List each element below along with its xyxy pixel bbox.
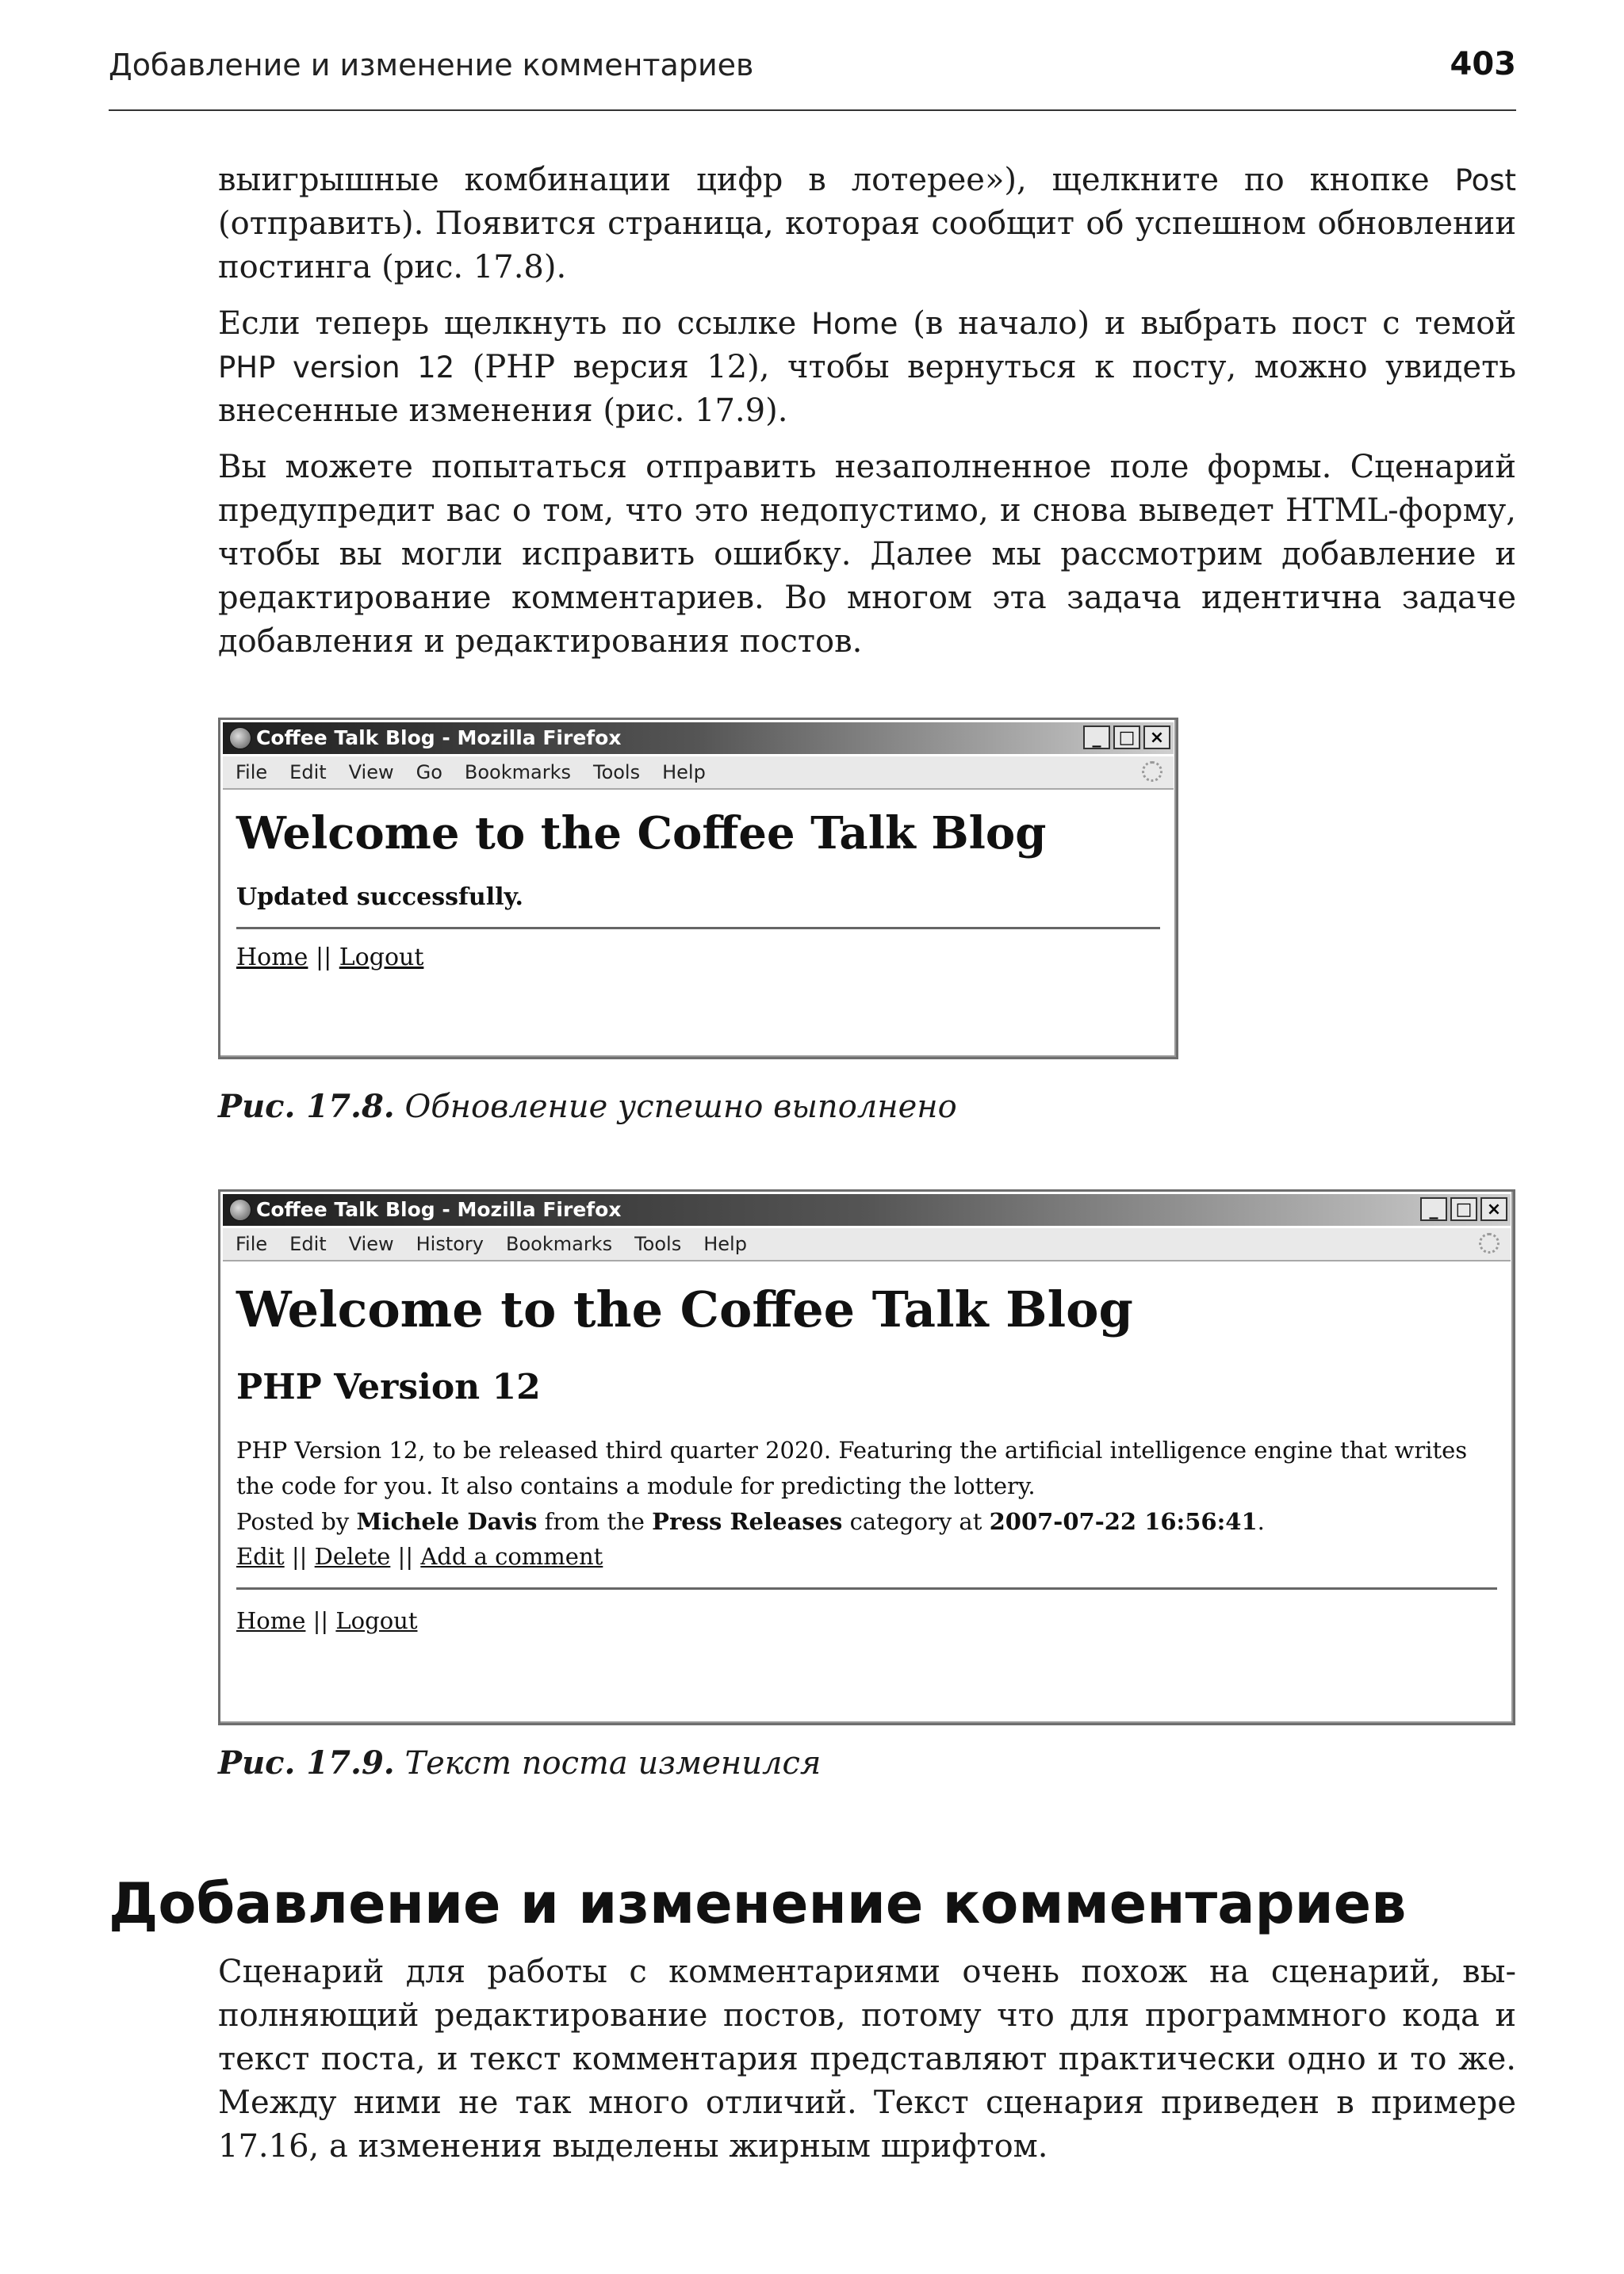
post-term: Post xyxy=(1454,163,1516,197)
menu-tools[interactable]: Tools xyxy=(592,761,641,783)
menu-tools[interactable]: Tools xyxy=(634,1233,682,1255)
divider xyxy=(236,927,1160,929)
post-body: PHP Version 12, to be released third quarter 2020. Featuring the artificial intelligence engine that writes the code for you. It also contains a module for predicting the lottery. xyxy=(236,1437,1468,1499)
close-button[interactable]: × xyxy=(1143,725,1170,749)
minimize-button[interactable]: _ xyxy=(1420,1197,1447,1221)
menu-edit[interactable]: Edit xyxy=(289,1233,327,1255)
post-category: Press Releases xyxy=(652,1508,843,1535)
menubar xyxy=(223,756,1174,790)
throbber-icon xyxy=(1479,1233,1500,1254)
menu-view[interactable]: View xyxy=(348,1233,394,1255)
menubar xyxy=(223,1228,1511,1261)
status-message: Updated successfully. xyxy=(236,883,523,911)
figure-17-8-caption: Рис. 17.8. Обновление успешно выполнено xyxy=(218,1088,957,1125)
figure-17-9-window xyxy=(218,1189,1515,1725)
running-head xyxy=(109,46,1516,111)
delete-link[interactable]: Delete xyxy=(314,1543,391,1570)
post-meta: Posted by Michele Davis from the Press Releases category at 2007-07-22 16:56:41. xyxy=(236,1508,1265,1535)
post-title: PHP Version 12 xyxy=(236,1367,541,1407)
page-heading: Welcome to the Coffee Talk Blog xyxy=(236,807,1047,859)
running-title: Добавление и изменение комментариев xyxy=(109,48,754,82)
topic-term: PHP version 12 xyxy=(218,350,455,385)
home-link[interactable]: Home xyxy=(236,944,308,971)
logout-link[interactable]: Logout xyxy=(339,944,424,971)
edit-link[interactable]: Edit xyxy=(236,1543,285,1570)
menu-go[interactable]: Go xyxy=(416,761,442,783)
figure-17-9-caption: Рис. 17.9. Текст поста изменился xyxy=(218,1744,822,1782)
footer-links: Home || Logout xyxy=(236,944,424,971)
post-datetime: 2007-07-22 16:56:41 xyxy=(989,1508,1258,1535)
menu-help[interactable]: Help xyxy=(703,1233,747,1255)
menu-bookmarks[interactable]: Bookmarks xyxy=(464,761,571,783)
section-text xyxy=(218,1951,1516,2181)
paragraph-1: выигрышные комбинации цифр в лотерее»), щелкните по кнопке Post (отправить). Появится страница, которая сообщит об успешном обновлении постинга (рис. 17.8). xyxy=(218,162,1516,285)
paragraph-2: Если теперь щелкнуть по ссылке Home (в начало) и выбрать пост с темой PHP version 12 (PHP версия 12), чтобы вернуться к посту, можно увидеть внесенные изменения (рис. 17.9). xyxy=(218,305,1516,429)
menu-edit[interactable]: Edit xyxy=(289,761,327,783)
page-heading: Welcome to the Coffee Talk Blog xyxy=(236,1281,1133,1338)
post-actions: Edit || Delete || Add a comment xyxy=(236,1543,603,1570)
firefox-icon xyxy=(229,1199,251,1221)
menu-help[interactable]: Help xyxy=(662,761,706,783)
menu-view[interactable]: View xyxy=(348,761,394,783)
home-link[interactable]: Home xyxy=(236,1607,306,1634)
window-title: Coffee Talk Blog - Mozilla Firefox xyxy=(256,1198,622,1221)
window-title: Coffee Talk Blog - Mozilla Firefox xyxy=(256,726,622,749)
maximize-button[interactable]: □ xyxy=(1113,725,1140,749)
intro-text xyxy=(218,159,1516,676)
page-number: 403 xyxy=(1450,46,1516,82)
add-comment-link[interactable]: Add a comment xyxy=(420,1543,603,1570)
logout-link[interactable]: Logout xyxy=(335,1607,418,1634)
window-titlebar xyxy=(223,1194,1511,1226)
paragraph-3: Вы можете попытаться отправить незаполненное поле формы. Сценарий предупредит вас о том, что это недопустимо, и снова выведет HTML-форму, чтобы вы могли исправить ошибку. Далее мы рассмотрим добавление и редактирование комментариев. Во многом эта задача идентична задаче добавления и редактирования постов. xyxy=(218,449,1516,660)
figure-17-8-window xyxy=(218,718,1178,1059)
maximize-button[interactable]: □ xyxy=(1450,1197,1477,1221)
menu-file[interactable]: File xyxy=(236,761,268,783)
home-term: Home xyxy=(811,307,898,341)
footer-links: Home || Logout xyxy=(236,1607,418,1634)
firefox-icon xyxy=(229,727,251,749)
window-titlebar xyxy=(223,722,1174,754)
throbber-icon xyxy=(1142,761,1162,782)
section-heading: Добавление и изменение комментариев xyxy=(109,1871,1407,1936)
section-paragraph: Сценарий для работы с комментариями очень похож на сценарий, выполняющий редактирование постов, потому что для программного кода и текст поста, и текст комментария представляют практически одно и то же. Между ними не так много отличий. Текст сценария приведен в примере 17.16, а изменения выделены жирным шрифтом. xyxy=(218,1954,1516,2165)
menu-history[interactable]: History xyxy=(416,1233,484,1255)
menu-file[interactable]: File xyxy=(236,1233,268,1255)
post-author: Michele Davis xyxy=(356,1508,538,1535)
minimize-button[interactable]: _ xyxy=(1083,725,1110,749)
menu-bookmarks[interactable]: Bookmarks xyxy=(506,1233,613,1255)
close-button[interactable]: × xyxy=(1480,1197,1507,1221)
divider xyxy=(236,1587,1497,1590)
